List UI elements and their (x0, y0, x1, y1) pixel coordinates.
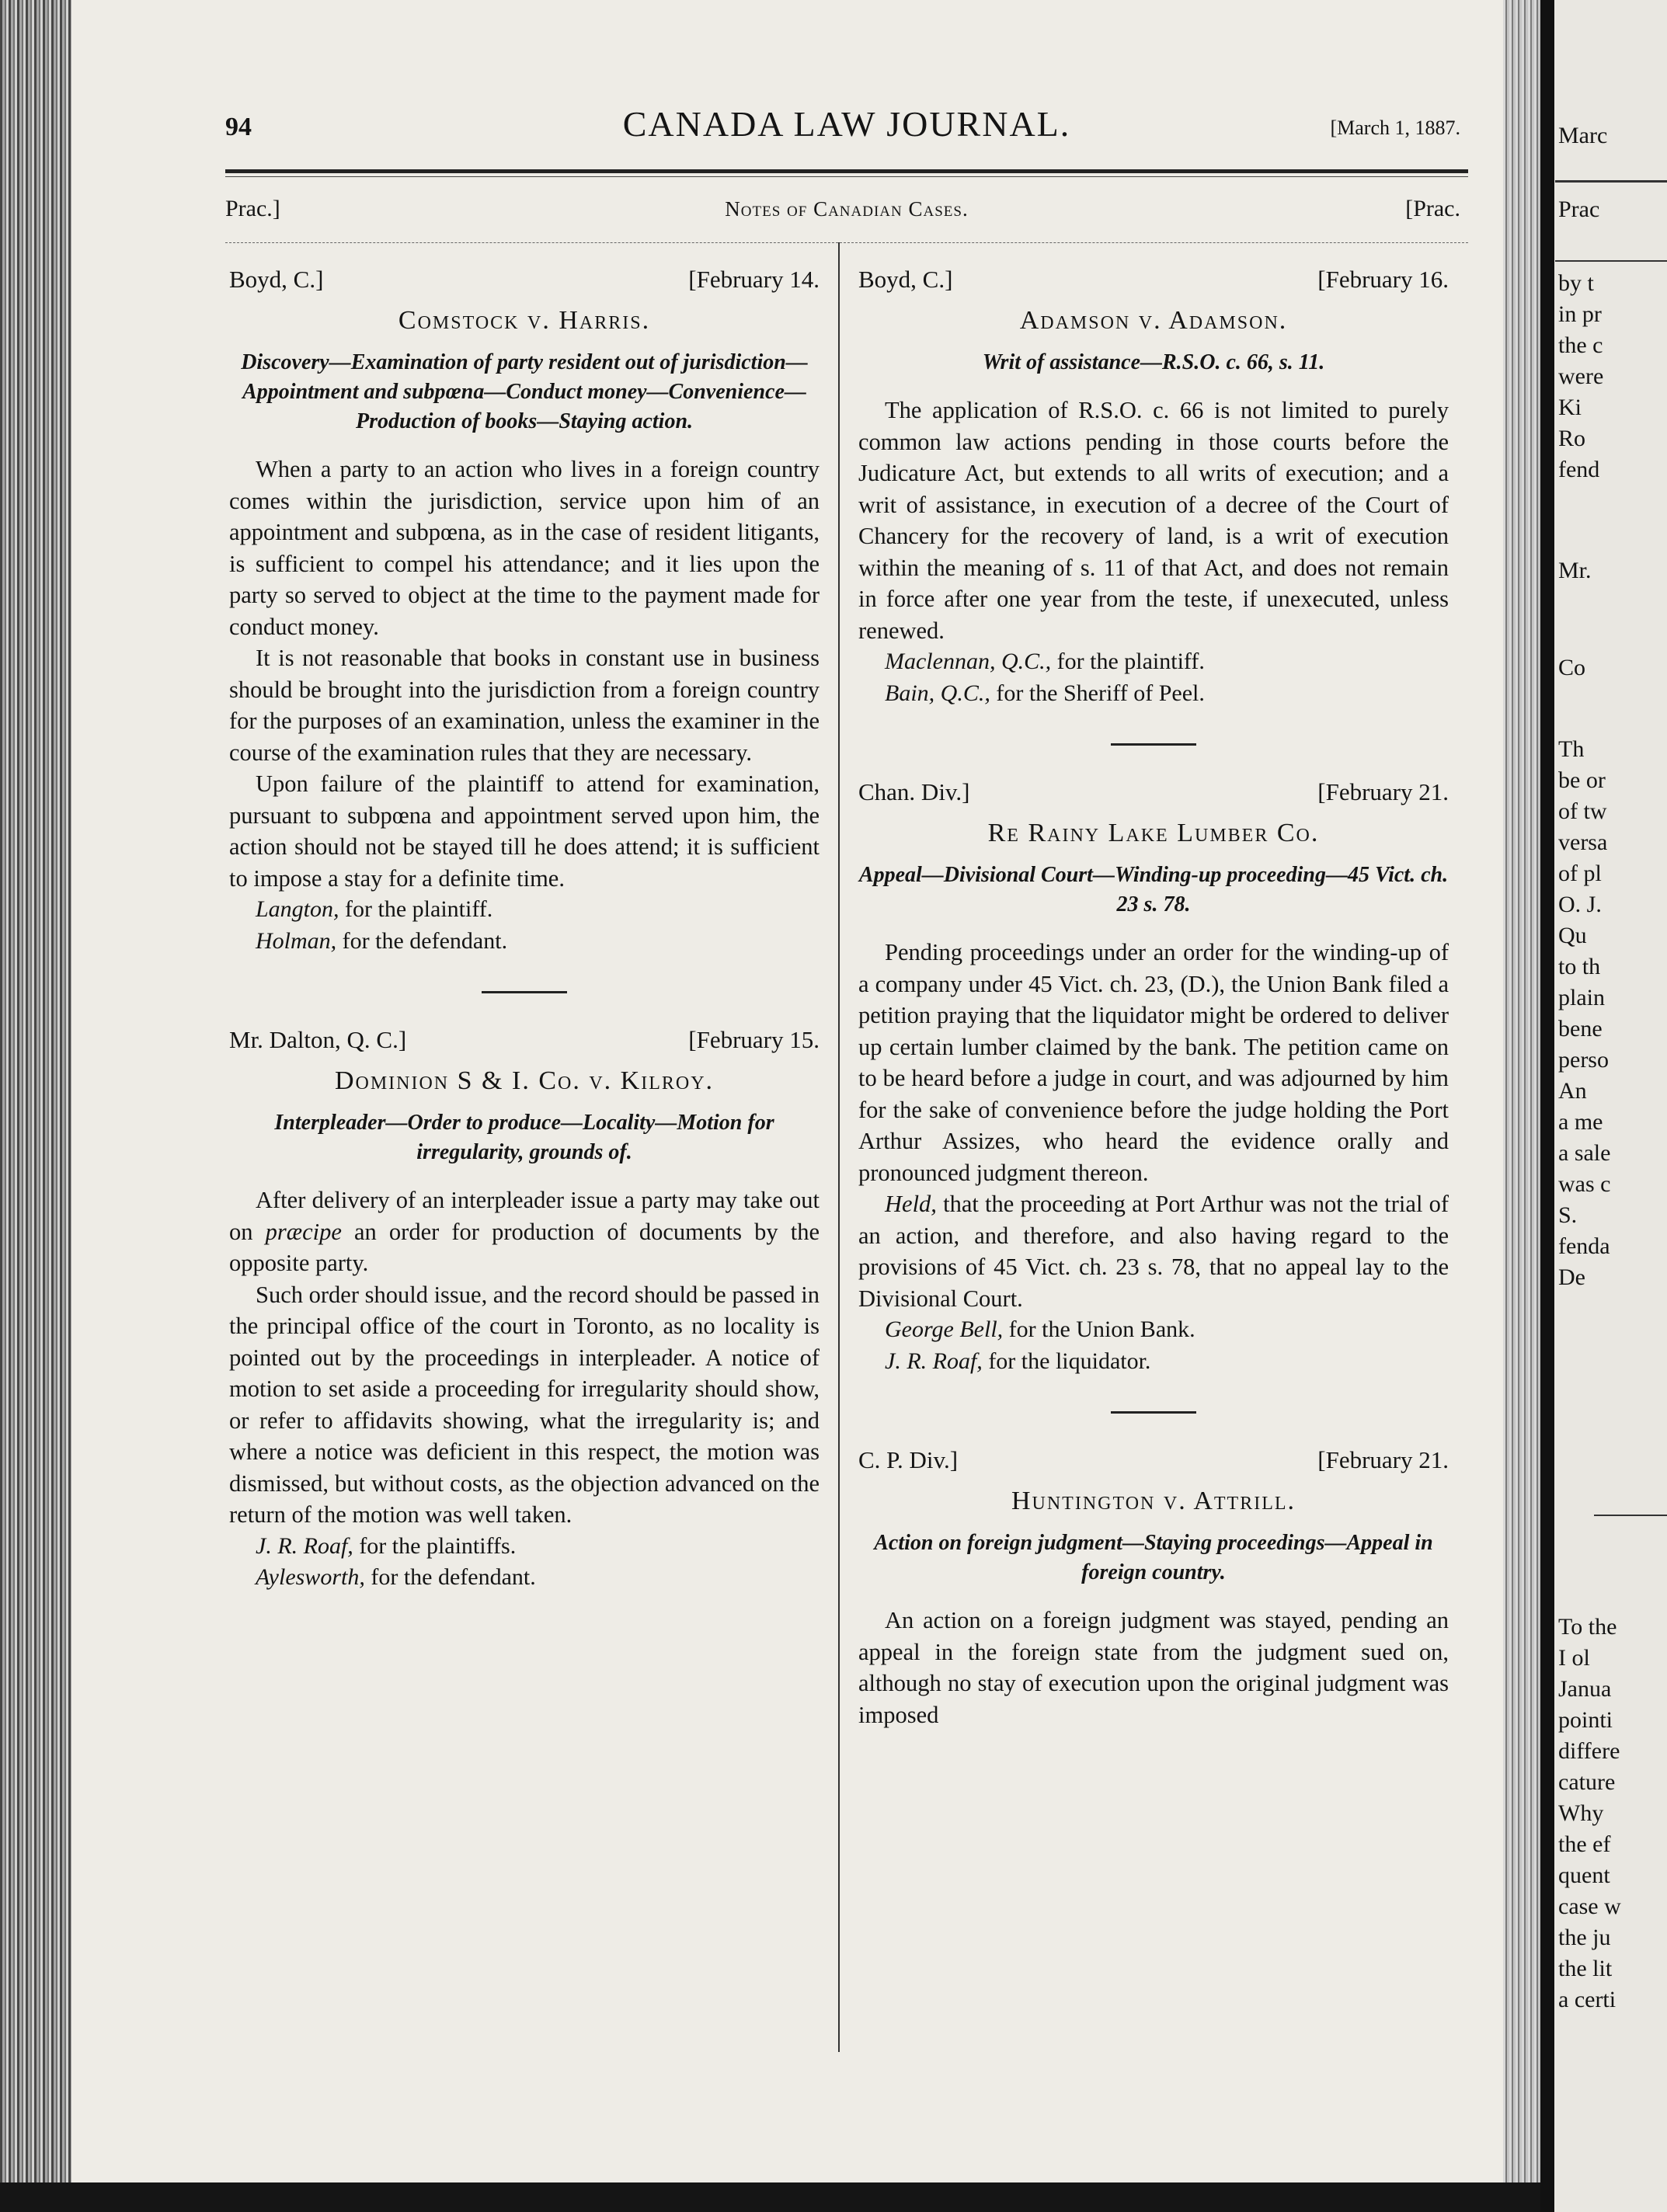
headnote: Discovery—Examination of party resident out of jurisdiction—Appointment and subpœna—Conduct money—Convenience—Production of books—Staying action. (241, 350, 808, 433)
judge: Boyd, C.] (229, 266, 324, 293)
judge: Boyd, C.] (858, 266, 953, 293)
adjacent-page-text: Janua (1558, 1676, 1612, 1702)
paragraph: The application of R.S.O. c. 66 is not limited to purely common law actions pending in those courts before the Judicature Act, but extends to all writs of execution; and a writ of assistance, in execution of a decree of the Court of Chancery for the recovery of land, is a writ of execution within the meaning of s. 11 of that Act, and does not remain in force after one year from the teste, if unexecuted, unless renewed. (858, 397, 1449, 644)
case-date: [February 14. (688, 266, 820, 293)
judge: C. P. Div.] (858, 1446, 959, 1473)
adjacent-page-text: De (1558, 1264, 1585, 1290)
case-date: [February 21. (1317, 778, 1449, 805)
counsel-role: for the defendant. (364, 1564, 536, 1590)
header-rule-thin (225, 176, 1468, 177)
right-column (858, 258, 1449, 1730)
adjacent-page-text: be or (1558, 767, 1606, 793)
headnote: Writ of assistance—R.S.O. c. 66, s. 11. (982, 350, 1325, 374)
case-title: Dominion S & I. Co. v. Kilroy. (334, 1066, 715, 1095)
adjacent-page-rule (1555, 260, 1667, 262)
case-heading (229, 264, 820, 295)
adjacent-page-text: pointi (1558, 1707, 1613, 1733)
case-huntington-v-attrill (858, 1445, 1449, 1730)
section-tag-left: Prac.] (225, 196, 280, 221)
counsel-name: J. R. Roaf, (885, 1348, 983, 1374)
case-comstock-v-harris (229, 264, 820, 957)
case-heading (229, 1024, 820, 1056)
counsel-line (229, 926, 820, 958)
adjacent-page-text: Qu (1558, 923, 1587, 948)
case-title: Re Rainy Lake Lumber Co. (987, 819, 1320, 847)
adjacent-page-text: bene (1558, 1016, 1603, 1042)
counsel-name: George Bell, (885, 1316, 1004, 1342)
headnote: Interpleader—Order to produce—Locality—Motion for irregularity, grounds of. (274, 1111, 774, 1164)
paragraph: Upon failure of the plaintiff to attend for examination, pursuant to subpœna and appointment served upon him, the action should not be stayed till he does attend; it is sufficient to impose a stay for a definite time. (229, 770, 820, 892)
adjacent-page-text: Prac (1558, 197, 1600, 222)
header-rule (225, 169, 1468, 173)
case-date: [February 16. (1317, 266, 1449, 293)
case-separator (1111, 1411, 1196, 1414)
text-run: an order for production of documents by the opposite party. (229, 1218, 820, 1276)
judge: Chan. Div.] (858, 778, 970, 805)
adjacent-page-text: was c (1558, 1171, 1611, 1197)
counsel-line (858, 646, 1449, 678)
counsel-role: for the defendant. (336, 927, 508, 954)
adjacent-page-text: perso (1558, 1047, 1609, 1073)
counsel-role: for the plaintiffs. (353, 1532, 517, 1559)
adjacent-page-text: a me (1558, 1109, 1603, 1135)
adjacent-page-text: O. J. (1558, 892, 1602, 917)
headnote: Action on foreign judgment—Staying proceedings—Appeal in foreign country. (874, 1531, 1433, 1584)
case-title: Comstock v. Harris. (398, 306, 651, 335)
paragraph: When a party to an action who lives in a foreign country comes within the jurisdiction, service upon him of an appointment and subpœna, as in the case of resident litigants, is sufficient to compel his attendance; and it lies upon the party so served to object at the time to the payment made for conduct money. (229, 456, 820, 640)
book-binding-left (0, 0, 71, 2212)
left-column (229, 258, 820, 1594)
adjacent-page-text: cature (1558, 1769, 1616, 1795)
italic-term: Held, (885, 1191, 937, 1217)
counsel-name: Langton, (256, 896, 339, 922)
paragraph (858, 1188, 1449, 1314)
case-heading (858, 1445, 1449, 1476)
adjacent-page-text: Co (1558, 655, 1586, 680)
section-tag-right: [Prac. (1405, 196, 1460, 221)
paragraph: It is not reasonable that books in constant use in business should be brought into the jurisdiction from a foreign country for the purposes of an examination, unless the examiner in the course of the examination rules that they are necessary. (229, 645, 820, 766)
adjacent-page-text: plain (1558, 985, 1605, 1010)
page-number: 94 (225, 113, 252, 141)
scan-bottom-edge (0, 2182, 1540, 2212)
adjacent-page-text: S. (1558, 1202, 1578, 1228)
adjacent-page-rule (1555, 180, 1667, 183)
adjacent-page-text: Th (1558, 736, 1585, 762)
case-date: [February 21. (1317, 1446, 1449, 1473)
case-dominion-v-kilroy (229, 1024, 820, 1594)
adjacent-page-text: Marc (1558, 123, 1608, 148)
journal-page (225, 0, 1468, 2175)
counsel-name: Aylesworth, (256, 1564, 365, 1590)
adjacent-page-text: To the (1558, 1614, 1617, 1640)
text-run: After delivery of an interpleader issue a party may take out on (229, 1187, 820, 1245)
adjacent-page-text: were (1558, 363, 1604, 389)
adjacent-page-text: a sale (1558, 1140, 1611, 1166)
paragraph: Such order should issue, and the record should be passed in the principal office of the court in Toronto, as no locality is pointed out by the proceedings in interpleader. A notice of motion to set aside a proceeding for irregularity should show, or refer to affidavits showing, what the irregularity is; and where a notice was deficient in this respect, the motion was dismissed, but without costs, as the objection advanced on the return of the motion was well taken. (229, 1281, 820, 1528)
adjacent-page-text: case w (1558, 1894, 1621, 1919)
counsel-name: Bain, Q.C., (885, 680, 990, 706)
case-heading (858, 264, 1449, 295)
issue-date: [March 1, 1887. (1330, 117, 1460, 139)
counsel-role: for the Sheriff of Peel. (990, 680, 1205, 706)
judge: Mr. Dalton, Q. C.] (229, 1026, 407, 1053)
counsel-line (229, 894, 820, 926)
subheader-rule (225, 242, 1468, 243)
adjacent-page-text: of tw (1558, 798, 1607, 824)
adjacent-page-text: the ef (1558, 1831, 1611, 1857)
case-re-rainy-lake-lumber (858, 777, 1449, 1377)
counsel-line (229, 1562, 820, 1594)
counsel-role: for the liquidator. (982, 1348, 1151, 1374)
adjacent-page-text: versa (1558, 830, 1608, 855)
headnote: Appeal—Divisional Court—Winding-up proceeding—45 Vict. ch. 23 s. 78. (858, 863, 1449, 916)
italic-term: præcipe (265, 1218, 342, 1245)
case-separator (482, 991, 567, 993)
counsel-role: for the plaintiff. (339, 896, 493, 922)
case-separator (1111, 743, 1196, 746)
adjacent-page-text: fenda (1558, 1233, 1610, 1259)
paragraph: An action on a foreign judgment was stayed, pending an appeal in the foreign state from the judgment sued on, although no stay of execution upon the original judgment was imposed (858, 1607, 1449, 1728)
adjacent-page-text: of pl (1558, 861, 1602, 886)
adjacent-page-rule (1594, 1515, 1667, 1516)
case-title: Adamson v. Adamson. (1019, 306, 1288, 335)
case-title: Huntington v. Attrill. (1011, 1487, 1296, 1515)
adjacent-page-text: Mr. (1558, 558, 1592, 583)
adjacent-page-text: the lit (1558, 1956, 1613, 1981)
adjacent-page-text: by t (1558, 270, 1594, 296)
text-run: that the proceeding at Port Arthur was not the trial of an action, and therefore, and also having regard to the provisions of 45 Vict. ch. 23 s. 78, that no appeal lay to the Divisional Court. (858, 1191, 1449, 1312)
adjacent-page-text: An (1558, 1078, 1587, 1104)
counsel-line (229, 1531, 820, 1563)
adjacent-page-text: the c (1558, 332, 1603, 358)
adjacent-page-text: in pr (1558, 301, 1602, 327)
adjacent-page-text: the ju (1558, 1925, 1611, 1950)
page-edge-shadow (1540, 0, 1554, 2212)
adjacent-page-text: Why (1558, 1800, 1604, 1826)
book-gutter (1503, 0, 1540, 2212)
adjacent-page-text: fend (1558, 457, 1600, 482)
counsel-line (858, 1346, 1449, 1378)
section-title: Notes of Canadian Cases. (725, 197, 969, 221)
case-date: [February 15. (688, 1026, 820, 1053)
column-divider (838, 242, 840, 2052)
counsel-name: Holman, (256, 927, 337, 954)
paragraph (229, 1184, 820, 1279)
adjacent-page-text: differe (1558, 1738, 1620, 1764)
adjacent-page-text: to th (1558, 954, 1601, 979)
counsel-line (858, 678, 1449, 710)
adjacent-page-text: I ol (1558, 1645, 1590, 1671)
case-heading (858, 777, 1449, 808)
adjacent-page-fragment (1555, 0, 1667, 2212)
counsel-name: J. R. Roaf, (256, 1532, 353, 1559)
counsel-line (858, 1314, 1449, 1346)
adjacent-page-text: a certi (1558, 1987, 1617, 2012)
case-adamson-v-adamson (858, 264, 1449, 709)
counsel-role: for the plaintiff. (1051, 649, 1205, 674)
journal-title: CANADA LAW JOURNAL. (622, 104, 1071, 144)
adjacent-page-text: Ro (1558, 426, 1586, 451)
counsel-role: for the Union Bank. (1003, 1316, 1195, 1342)
paragraph: Pending proceedings under an order for the winding-up of a company under 45 Vict. ch. 23, (D.), the Union Bank filed a petition praying that the liquidator might be ordered to deliver up certain lumber claimed by the bank. The petition came on to be heard before a judge in court, and was adjourned by him for the sake of convenience before the judge holding the Port Arthur Assizes, who heard the evidence orally and pronounced judgment thereon. (858, 939, 1449, 1186)
adjacent-page-text: quent (1558, 1862, 1610, 1888)
adjacent-page-text: Ki (1558, 395, 1582, 420)
counsel-name: Maclennan, Q.C., (885, 649, 1052, 674)
